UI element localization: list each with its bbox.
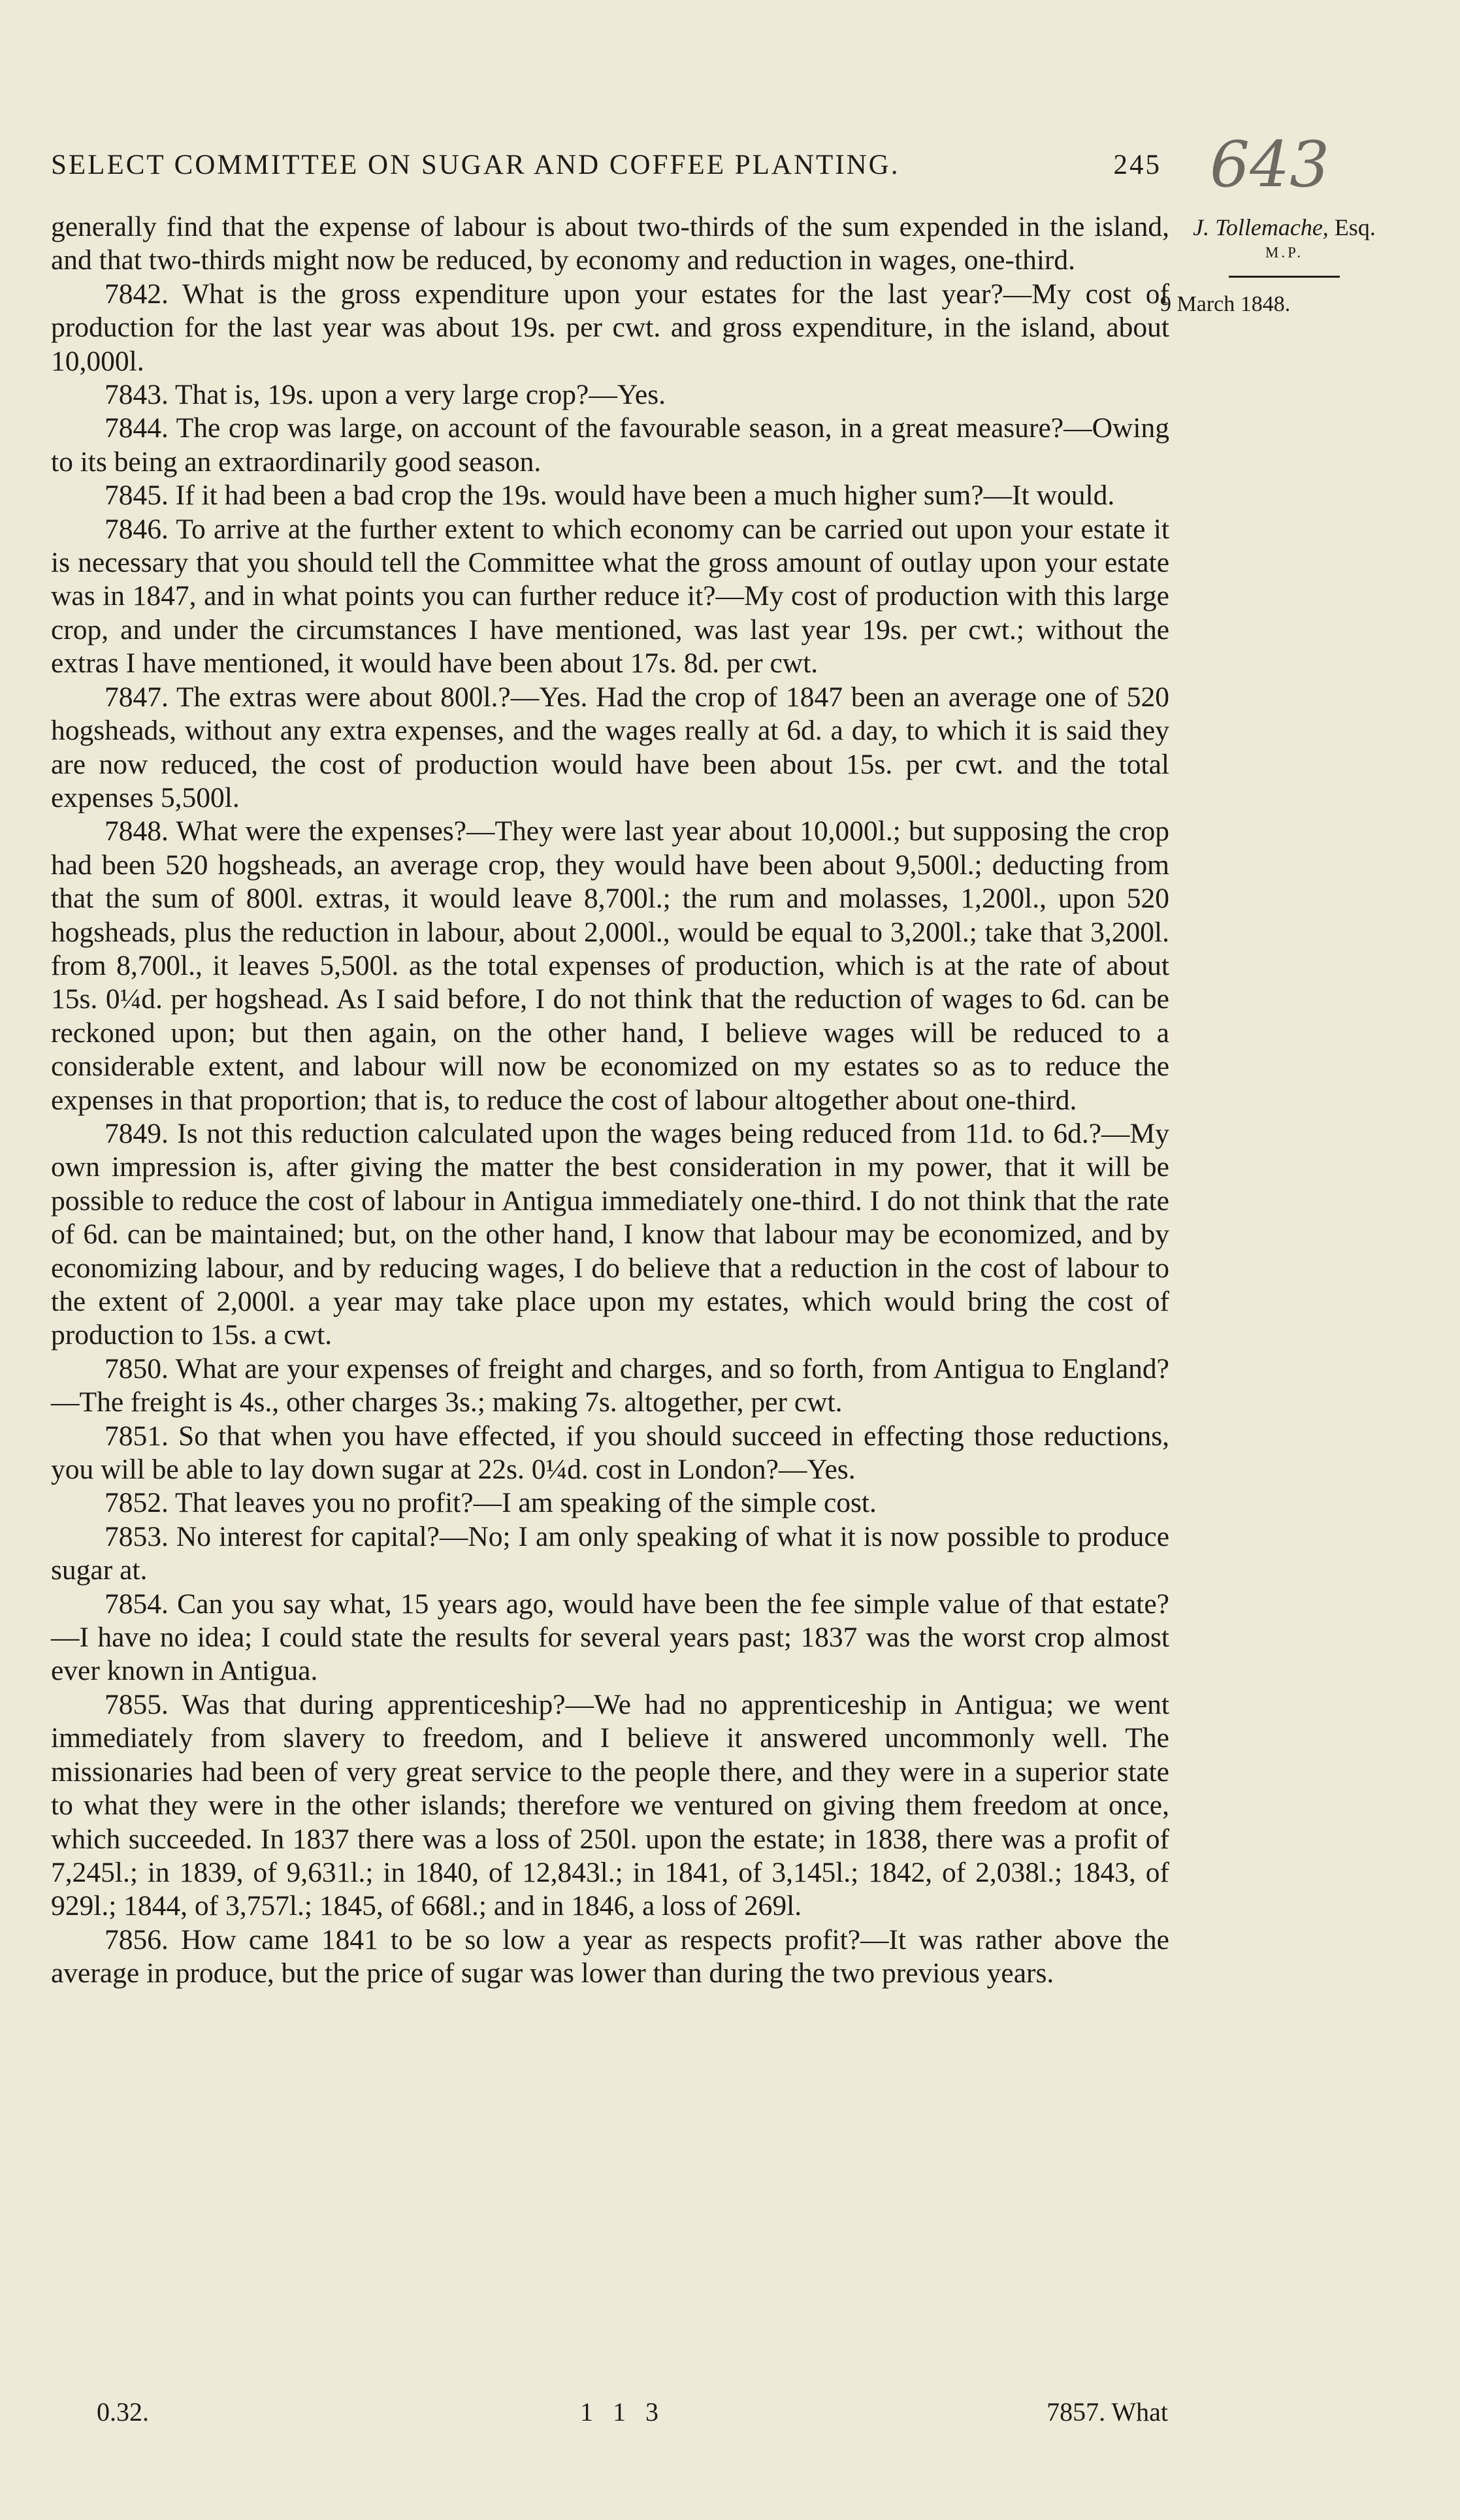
paragraph: 7856. How came 1841 to be so low a year as respects profit?—It was rather above the average in produce, but the price of sugar was lower than during the two previous years. [51,1923,1169,1989]
paragraph: 7855. Was that during apprenticeship?—We had no apprenticeship in Antigua; we went immediately from slavery to freedom, and I believe it answered uncommonly well. The missionaries had been of very great service to the people there, and they were in a superior state to what they were in the other islands; therefore we ventured on giving them freedom at once, which succeeded. In 1837 there was a loss of 250l. upon the estate; in 1838, there was a profit of 7,245l.; in 1839, of 9,631l.; in 1840, of 12,843l.; in 1841, of 3,145l.; 1842, of 2,038l.; 1843, of 929l.; 1844, of 3,757l.; 1845, of 668l.; and in 1846, a loss of 269l. [51,1688,1169,1922]
margin-rule [1229,276,1340,278]
page-title: SELECT COMMITTEE ON SUGAR AND COFFEE PLANTING. [51,150,900,180]
paragraph: 7848. What were the expenses?—They were last year about 10,000l.; but supposing the crop had been 520 hogsheads, an average crop, they would have been about 9,500l.; deducting from that the sum of 800l. extras, it would leave 8,700l.; the rum and molasses, 1,200l., upon 520 hogsheads, plus the reduction in labour, about 2,000l., would be equal to 3,200l.; take that 3,200l. from 8,700l., it leaves 5,500l. as the total expenses of production, which is at the rate of about 15s. 0¼d. per hogshead. As I said before, I do not think that the reduction of wages to 6d. can be reckoned upon; but then again, on the other hand, I believe wages will be reduced to a considerable extent, and labour will now be economized on my estates so as to reduce the expenses in that proportion; that is, to reduce the cost of labour altogether about one-third. [51,815,1169,1116]
margin-note [1160,213,1395,317]
printer-signature: 0.32. [97,2397,149,2427]
page-footer [97,2397,1168,2436]
witness-name: J. Tollemache, [1193,214,1329,240]
paragraph: 7850. What are your expenses of freight and charges, and so forth, from Antigua to England?—The freight is 4s., other charges 3s.; making 7s. altogether, per cwt. [51,1352,1169,1418]
paragraph: 7853. No interest for capital?—No; I am only speaking of what it is now possible to produce sugar at. [51,1520,1169,1586]
witness-suffix: Esq. [1334,214,1376,240]
paragraph: 7843. That is, 19s. upon a very large crop?—Yes. [105,379,666,411]
paragraph: 7844. The crop was large, on account of the favourable season, in a great measure?—Owing to its being an extraordinarily good season. [51,412,1169,478]
paragraph: 7851. So that when you have effected, if you should succeed in effecting those reductions, you will be able to lay down sugar at 22s. 0¼d. cost in London?—Yes. [51,1420,1169,1486]
paragraph: 7842. What is the gross expenditure upon your estates for the last year?—My cost of production for the last year was about 19s. per cwt. and gross expenditure, in the island, about 10,000l. [51,278,1169,377]
paragraph: 7847. The extras were about 800l.?—Yes. Had the crop of 1847 been an average one of 520 hogsheads, without any extra expenses, and the wages really at 6d. a day, to which it is said they are now reduced, the cost of production would have been about 15s. per cwt. and the total expenses 5,500l. [51,681,1169,813]
page-number: 245 [1113,150,1161,180]
evidence-date: 9 March 1848. [1160,292,1291,316]
catchword: 7857. What [1046,2397,1168,2427]
witness-title: M.P. [1265,244,1304,261]
evidence-text [51,210,1169,1991]
paragraph: 7845. If it had been a bad crop the 19s. would have been a much higher sum?—It would. [105,480,1115,512]
running-header [51,149,1161,181]
signature-mark: 1 1 3 [580,2397,665,2427]
witness-name-line [1173,213,1395,242]
paragraph: 7849. Is not this reduction calculated upon the wages being reduced from 11d. to 6d.?—My own impression is, after giving the matter the best consideration in my power, that it will be possible to reduce the cost of labour in Antigua immediately one-third. I do not think that the rate of 6d. can be maintained; but, on the other hand, I know that labour may be economized, and by economizing labour, and by reducing wages, I do believe that a reduction in the cost of labour to the extent of 2,000l. a year may take place upon my estates, which would bring the cost of production to 15s. a cwt. [51,1117,1169,1351]
paragraph: 7852. That leaves you no profit?—I am speaking of the simple cost. [105,1487,877,1519]
paragraph: 7846. To arrive at the further extent to which economy can be carried out upon your estate it is necessary that you should tell the Committee what the gross amount of outlay upon your estate was in 1847, and in what points you can further reduce it?—My cost of production with this large crop, and under the circumstances I have mentioned, was last year 19s. per cwt.; without the extras I have mentioned, it would have been about 17s. 8d. per cwt. [51,513,1169,679]
handwritten-folio-number: 643 [1210,128,1330,201]
paragraph: 7854. Can you say what, 15 years ago, would have been the fee simple value of that estate?—I have no idea; I could state the results for several years past; 1837 was the worst crop almost ever known in Antigua. [51,1588,1169,1687]
paragraph: generally find that the expense of labour is about two-thirds of the sum expended in the island, and that two-thirds might now be reduced, by economy and reduction in wages, one-third. [51,211,1169,276]
